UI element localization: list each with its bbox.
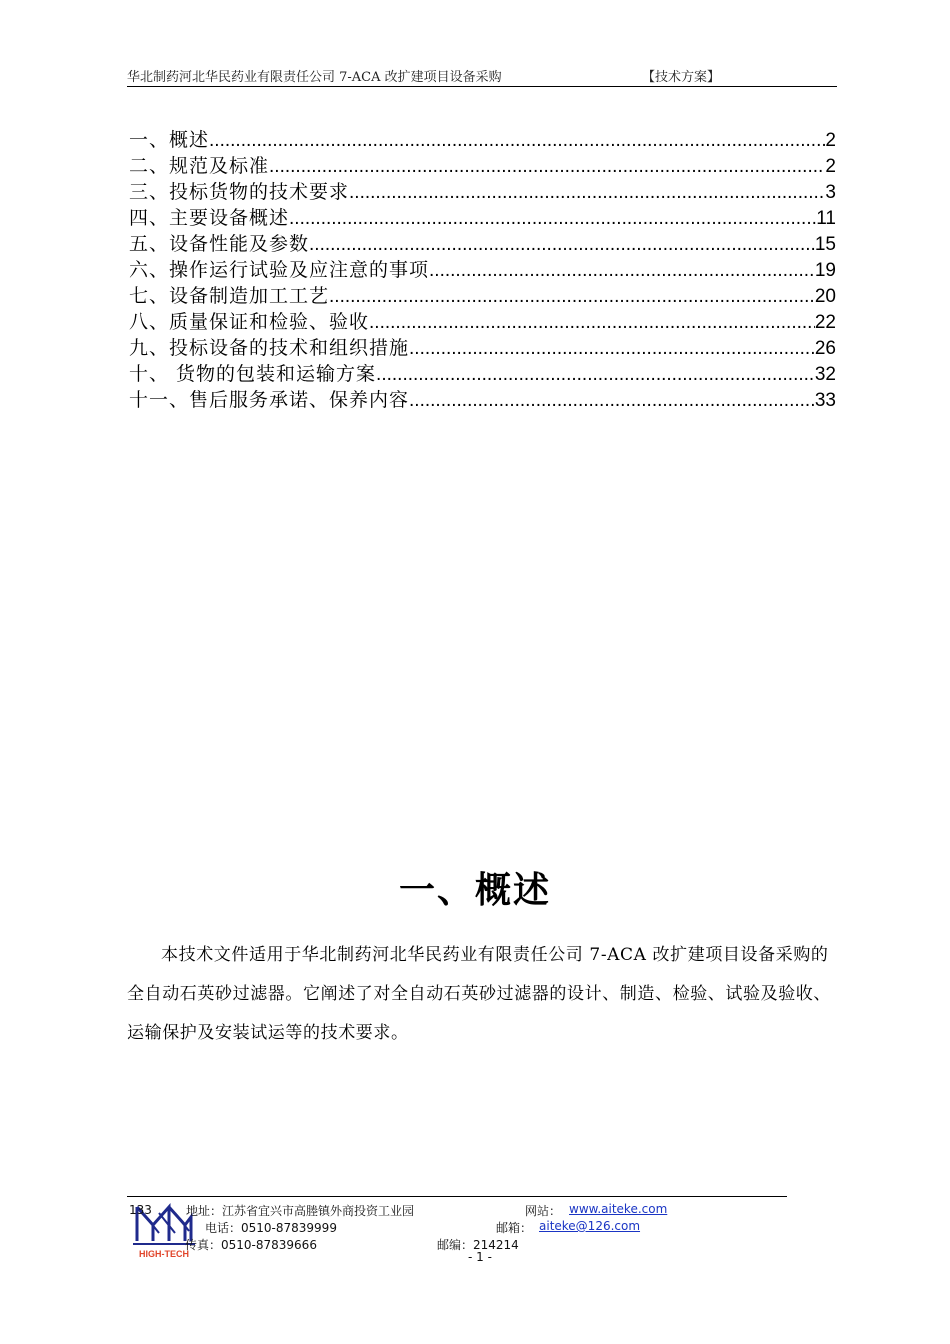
toc-page: 2 [825, 130, 836, 151]
toc-page: 20 [814, 286, 836, 307]
footer-divider [127, 1196, 787, 1197]
toc-leader [369, 310, 815, 335]
toc-leader [269, 154, 825, 179]
toc-item[interactable] [129, 231, 836, 257]
toc-leader [349, 180, 825, 205]
footer-postcode: 邮编：214214 [437, 1238, 519, 1252]
table-of-contents [129, 127, 836, 413]
toc-leader [309, 232, 815, 257]
toc-label: 二、规范及标准 [129, 155, 270, 177]
toc-page: 11 [816, 208, 836, 229]
toc-leader [429, 258, 815, 283]
header-tag: 【技术方案】 [642, 70, 721, 85]
toc-label: 十、 货物的包装和运输方案 [129, 363, 377, 385]
section-title: 一、概述 [398, 870, 551, 911]
toc-label: 十一、售后服务承诺、保养内容 [129, 389, 410, 411]
toc-leader [409, 388, 815, 413]
toc-label: 九、投标设备的技术和组织措施 [129, 337, 410, 359]
toc-label: 三、投标货物的技术要求 [129, 181, 350, 203]
page-number: - 1 - [468, 1250, 492, 1264]
toc-page: 22 [814, 312, 836, 333]
toc-item[interactable] [129, 361, 836, 387]
toc-item[interactable] [129, 179, 836, 205]
toc-page: 15 [814, 234, 836, 255]
toc-page: 32 [814, 364, 836, 385]
footer-number: 133 [129, 1203, 152, 1217]
toc-item[interactable] [129, 387, 836, 413]
toc-leader [376, 362, 815, 387]
toc-page: 26 [814, 338, 836, 359]
toc-page: 33 [814, 390, 836, 411]
toc-label: 七、设备制造加工工艺 [129, 285, 330, 307]
toc-label: 五、设备性能及参数 [129, 233, 310, 255]
header-title: 华北制药河北华民药业有限责任公司 7-ACA 改扩建项目设备采购 [127, 70, 502, 85]
toc-leader [289, 206, 816, 231]
toc-item[interactable] [129, 153, 836, 179]
toc-item[interactable] [129, 205, 836, 231]
footer-email-link[interactable]: aiteke@126.com [539, 1219, 641, 1233]
section-body: 本技术文件适用于华北制药河北华民药业有限责任公司 7-ACA 改扩建项目设备采购的全自动石英砂过滤器。它阐述了对全自动石英砂过滤器的设计、制造、检验、试验及验收、运输保护及安装试运等的技术要求。 [127, 945, 831, 1043]
footer-website-label: 网站： [525, 1204, 562, 1218]
footer-fax: 传真：0510-87839666 [185, 1238, 317, 1252]
footer-website-link[interactable]: www.aiteke.com [569, 1202, 668, 1216]
toc-page: 19 [814, 260, 836, 281]
toc-label: 四、主要设备概述 [129, 207, 290, 229]
footer-address: 地址：江苏省宜兴市高塍镇外商投资工业园 [186, 1204, 415, 1218]
toc-page: 3 [825, 182, 836, 203]
footer-phone: 电话：0510-87839999 [205, 1221, 337, 1235]
toc-label: 八、质量保证和检验、验收 [129, 311, 370, 333]
footer-email-label: 邮箱： [496, 1221, 533, 1235]
toc-item[interactable] [129, 257, 836, 283]
toc-leader [329, 284, 815, 309]
toc-leader [409, 336, 815, 361]
toc-label: 六、操作运行试验及应注意的事项 [129, 259, 430, 281]
toc-leader [209, 128, 825, 153]
toc-item[interactable] [129, 283, 836, 309]
page-header [127, 66, 837, 87]
toc-label: 一、概述 [129, 129, 210, 151]
logo-text: HIGH-TECH [139, 1249, 189, 1259]
toc-item[interactable] [129, 335, 836, 361]
toc-item[interactable] [129, 127, 836, 153]
toc-page: 2 [825, 156, 836, 177]
toc-item[interactable] [129, 309, 836, 335]
